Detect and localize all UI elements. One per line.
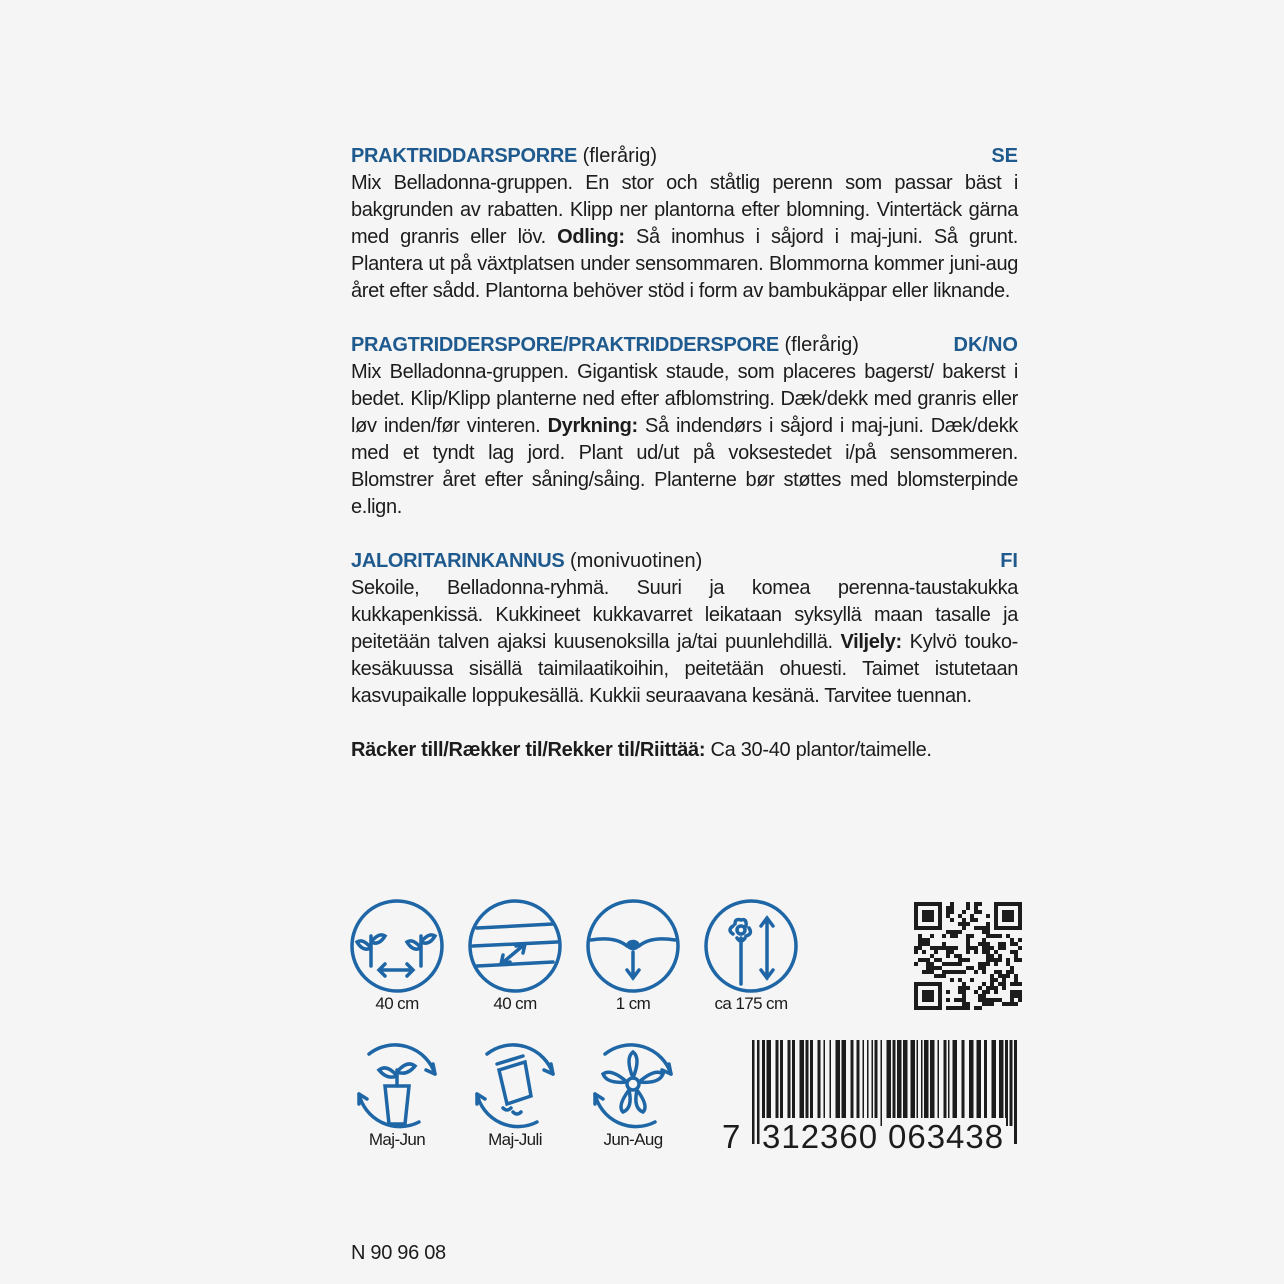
icon-label: Jun-Aug xyxy=(603,1130,663,1149)
language-code: SE xyxy=(991,145,1018,167)
plant-height-icon xyxy=(703,898,799,1013)
icon-label: 1 cm xyxy=(615,994,651,1013)
plant-spacing-icon xyxy=(349,898,445,1013)
instructions-text xyxy=(351,143,1018,764)
section-body: Mix Belladonna-gruppen. Gigantisk staude, som placeres bagerst/ bakerst i bedet. Klip/Klipp planterne ned efter afblomstring. Dæk/dekk med granris eller løv inden/før vinteren. Dyrkning: Så indendørs i såjord i maj-juni. Dæk/dekk med et tyndt lag jord. Plant ud/ut på voksestedet i/på sensommeren. Blomstrer året efter såning/såing. Planterne bør støttes med blomsterpinde e.lign. xyxy=(351,361,1018,518)
qr-code[interactable] xyxy=(914,902,1022,1010)
flowering-time-icon xyxy=(585,1034,681,1149)
species-name: JALORITARINKANNUS xyxy=(351,550,565,572)
language-code: DK/NO xyxy=(953,334,1018,356)
row-spacing-icon xyxy=(467,898,563,1013)
icon-label: Maj-Juli xyxy=(488,1130,542,1149)
section-se xyxy=(351,143,1018,305)
icon-label: 40 cm xyxy=(375,994,419,1013)
language-code: FI xyxy=(1000,550,1018,572)
sowing-depth-icon xyxy=(585,898,681,1013)
section-fi xyxy=(351,548,1018,710)
article-number: N 90 96 08 xyxy=(351,1242,446,1264)
species-qualifier: (flerårig) xyxy=(778,334,859,356)
yield-info: Räcker till/Rækker til/Rekker til/Riittää: Ca 30-40 plantor/taimelle. xyxy=(351,739,932,761)
species-name: PRAKTRIDDARSPORRE xyxy=(351,145,578,167)
icon-label: 40 cm xyxy=(493,994,537,1013)
section-body: Mix Belladonna-gruppen. En stor och ståtlig perenn som passar bäst i bakgrunden av rabatten. Klipp ner plantorna efter blomning. Vintertäck gärna med granris eller löv. Odling: Så inomhus i såjord i maj-juni. Så grunt. Plantera ut på växtplatsen under sensommaren. Blommorna kommer juni-aug året efter sådd. Plantorna behöver stöd i form av bambukäppar eller liknande. xyxy=(351,172,1018,302)
section-body: Sekoile, Belladonna-ryhmä. Suuri ja komea perenna-taustakukka kukkapenkissä. Kukkineet kukkavarret leikataan syksyllä maan tasalle ja peitetään talven ajaksi kuusenoksilla ja/tai puunlehdillä. Viljely: Kylvö touko-kesäkuussa sisällä taimilaatikoihin, peitetään ohuesti. Taimet istutetaan kasvupaikalle loppukesällä. Kukkii seuraavana kesänä. Tarvitee tuennan. xyxy=(351,577,1018,707)
icon-label: ca 175 cm xyxy=(714,994,788,1013)
species-name: PRAGTRIDDERSPORE/PRAKTRIDDERSPORE xyxy=(351,334,779,356)
species-qualifier: (monivuotinen) xyxy=(564,550,703,572)
icon-label: Maj-Jun xyxy=(368,1130,426,1149)
planting-time-icon xyxy=(467,1034,563,1149)
section-dk-no xyxy=(351,332,1018,521)
species-qualifier: (flerårig) xyxy=(577,145,658,167)
sowing-time-icon xyxy=(349,1034,445,1149)
